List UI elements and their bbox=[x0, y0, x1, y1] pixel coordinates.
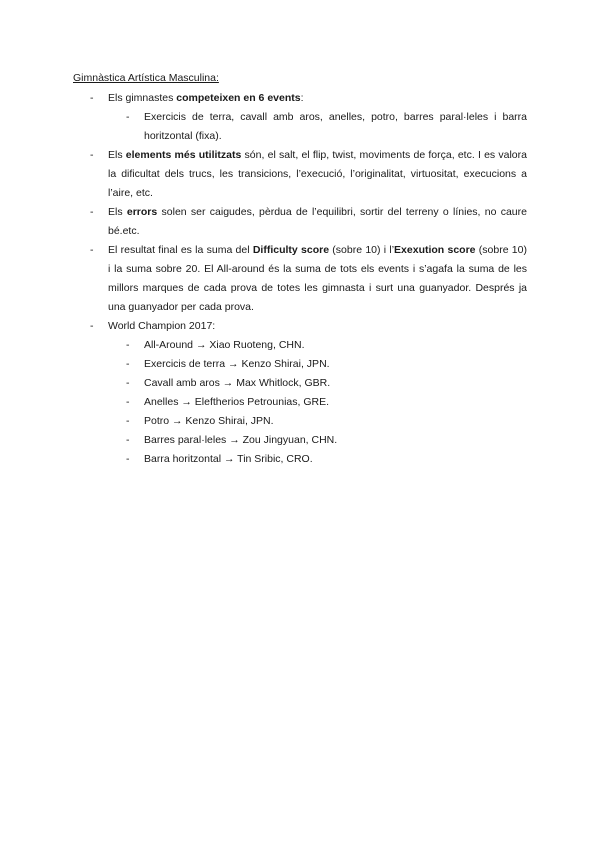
score-text-mid: (sobre 10) i l’ bbox=[329, 244, 395, 256]
champions-sublist bbox=[108, 336, 527, 469]
world-champion-heading: World Champion 2017: bbox=[108, 320, 216, 332]
errors-text-bold: errors bbox=[126, 206, 158, 218]
events-text-post: : bbox=[300, 92, 304, 104]
errors-text-pre: Els bbox=[108, 206, 127, 218]
elements-text-pre: Els bbox=[108, 149, 126, 161]
score-text-pre: El resultat final es la suma del bbox=[108, 244, 253, 256]
list-item-events bbox=[73, 89, 527, 146]
champion-item: - All-Around → Xiao Ruoteng, CHN. bbox=[108, 336, 527, 355]
events-text-bold: competeixen en 6 events bbox=[176, 92, 301, 104]
elements-text-post: són, el salt, el flip, twist, moviments de força, etc. I es valora la dificultat dels trucs, les transicions, l’execució, l’originalitat, virtuositat, execucions a l’aire, etc. bbox=[108, 149, 527, 199]
champion-item: - Potro → Kenzo Shirai, JPN. bbox=[108, 412, 527, 431]
list-item-elements bbox=[73, 146, 527, 203]
events-sublist bbox=[108, 108, 527, 146]
events-sublist-item: - Exercicis de terra, cavall amb aros, anelles, potro, barres paral·leles i barra horitzontal (fixa). bbox=[108, 108, 527, 146]
champion-item: - Exercicis de terra → Kenzo Shirai, JPN. bbox=[108, 355, 527, 374]
events-text-pre: Els gimnastes bbox=[108, 92, 177, 104]
champion-item: - Barres paral·leles → Zou Jingyuan, CHN. bbox=[108, 431, 527, 450]
champion-item: - Anelles → Eleftherios Petrounias, GRE. bbox=[108, 393, 527, 412]
elements-text-bold: elements més utilitzats bbox=[125, 149, 242, 161]
list-item-errors bbox=[73, 203, 527, 241]
errors-text-post: solen ser caigudes, pèrdua de l’equilibri, sortir del terreny o línies, no caure bé.etc. bbox=[108, 206, 527, 237]
champion-item: - Barra horitzontal → Tin Sribic, CRO. bbox=[108, 450, 527, 469]
score-text-post: (sobre 10) i la suma sobre 20. El All-around és la suma de tots els events i s’agafa la suma de les millors marques de cada prova de totes les gimnasta i surt una guanyador. Després ja una guanyador per cada prova. bbox=[108, 244, 527, 313]
main-bullet-list bbox=[73, 89, 527, 469]
list-item-world-champion bbox=[73, 317, 527, 469]
champion-item: - Cavall amb aros → Max Whitlock, GBR. bbox=[108, 374, 527, 393]
score-text-bold-execution: Exexution score bbox=[394, 244, 476, 256]
document-title: Gimnàstica Artística Masculina: bbox=[73, 72, 219, 84]
score-text-bold-difficulty: Difficulty score bbox=[252, 244, 330, 256]
list-item-score bbox=[73, 241, 527, 317]
